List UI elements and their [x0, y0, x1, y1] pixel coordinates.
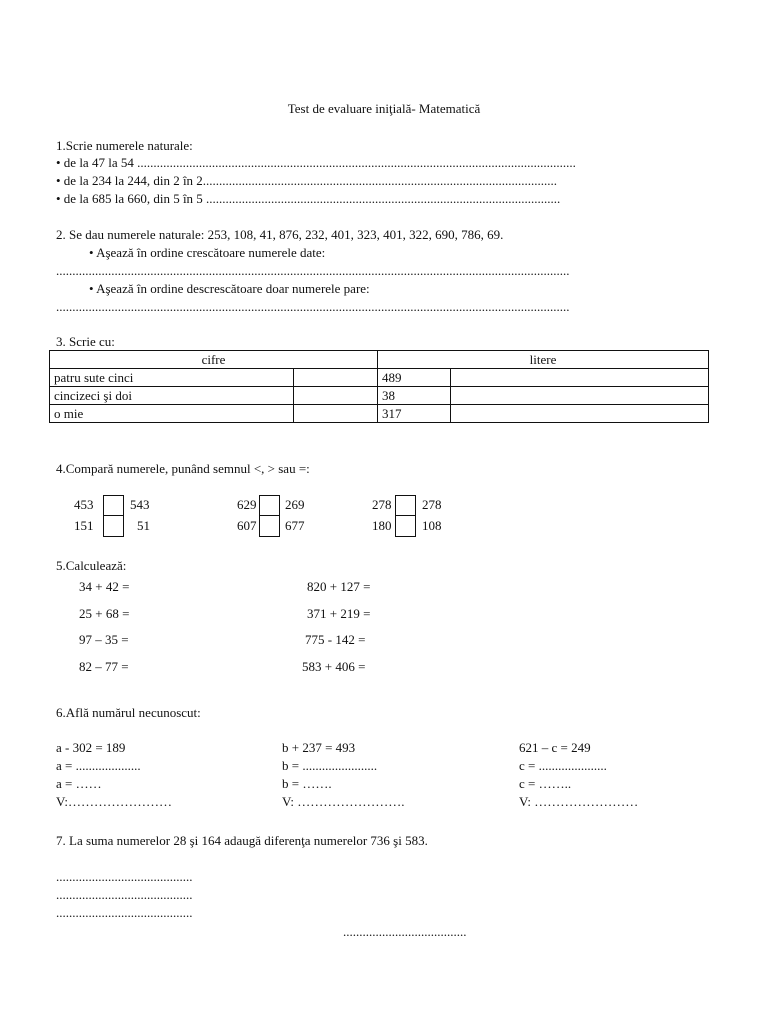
calc-item: 371 + 219 =: [307, 606, 371, 621]
ex1-item: • de la 234 la 244, din 2 în 2.............................................................................................................: [56, 173, 558, 188]
row-words: o mie: [50, 405, 294, 423]
compare-left-number: 278: [372, 497, 392, 512]
compare-right-number: 51: [137, 518, 150, 533]
ex3-heading: 3. Scrie cu:: [56, 334, 115, 349]
final-answer-line: ......................................: [343, 924, 467, 939]
equation-line: c = .....................: [519, 758, 607, 773]
table-header-row: [50, 351, 709, 369]
page-title: Test de evaluare iniţială- Matematică: [287, 101, 481, 116]
ex2-bullet-descending: • Aşează în ordine descrescătoare doar numerele pare:: [89, 281, 370, 296]
column-header-digits: cifre: [50, 351, 378, 369]
ex1-item: • de la 685 la 660, din 5 în 5 .............................................................................................................: [56, 191, 561, 206]
ex4-heading: 4.Compară numerele, punând semnul <, > sau =:: [56, 461, 310, 476]
answer-cell: [294, 387, 378, 405]
verification-line: V: …………………….: [282, 794, 405, 809]
row-number: 489: [378, 369, 451, 387]
calc-item: 97 – 35 =: [79, 632, 129, 647]
answer-line: ..........................................: [56, 869, 193, 884]
equation: 621 – c = 249: [519, 740, 591, 755]
ex2-heading: 2. Se dau numerele naturale: 253, 108, 41, 876, 232, 401, 323, 401, 322, 690, 786, 69.: [56, 227, 504, 242]
ex5-heading: 5.Calculează:: [56, 558, 127, 573]
compare-right-number: 278: [422, 497, 442, 512]
table-row: [50, 369, 709, 387]
compare-right-number: 677: [285, 518, 305, 533]
compare-box: [103, 515, 124, 537]
row-number: 38: [378, 387, 451, 405]
ex1-item: • de la 47 la 54 .......................................................................................................................................: [56, 155, 576, 170]
compare-left-number: 453: [74, 497, 94, 512]
compare-left-number: 607: [237, 518, 257, 533]
compare-box: [103, 495, 124, 516]
compare-box: [259, 495, 280, 516]
compare-left-number: 151: [74, 518, 94, 533]
equation-line: a = ……: [56, 776, 102, 791]
calc-item: 583 + 406 =: [302, 659, 366, 674]
answer-cell: [451, 405, 709, 423]
equation-line: b = …….: [282, 776, 332, 791]
compare-right-number: 543: [130, 497, 150, 512]
compare-left-number: 180: [372, 518, 392, 533]
equation-line: b = .......................: [282, 758, 378, 773]
ex6-heading: 6.Află numărul necunoscut:: [56, 705, 201, 720]
answer-cell: [294, 405, 378, 423]
answer-cell: [451, 369, 709, 387]
calc-item: 34 + 42 =: [79, 579, 130, 594]
equation-line: a = ....................: [56, 758, 141, 773]
compare-box: [395, 515, 416, 537]
calc-item: 820 + 127 =: [307, 579, 371, 594]
ex2-bullet-ascending: • Aşează în ordine crescătoare numerele date:: [89, 245, 326, 260]
compare-right-number: 108: [422, 518, 442, 533]
calc-item: 25 + 68 =: [79, 606, 130, 621]
column-header-letters: litere: [378, 351, 709, 369]
equation-line: c = ……..: [519, 776, 572, 791]
answer-cell: [294, 369, 378, 387]
equation: a - 302 = 189: [56, 740, 126, 755]
answer-cell: [451, 387, 709, 405]
ex2-answer-line: ..............................................................................................................................................................: [56, 299, 570, 314]
answer-line: ..........................................: [56, 887, 193, 902]
compare-box: [395, 495, 416, 516]
table-row: [50, 405, 709, 423]
calc-item: 775 - 142 =: [305, 632, 366, 647]
row-number: 317: [378, 405, 451, 423]
answer-line: ..........................................: [56, 905, 193, 920]
equation: b + 237 = 493: [282, 740, 356, 755]
compare-right-number: 269: [285, 497, 305, 512]
ex7-heading: 7. La suma numerelor 28 şi 164 adaugă diferenţa numerelor 736 şi 583.: [56, 833, 428, 848]
ex3-table: [49, 350, 709, 423]
compare-box: [259, 515, 280, 537]
ex1-heading: 1.Scrie numerele naturale:: [56, 138, 193, 153]
row-words: cincizeci şi doi: [50, 387, 294, 405]
row-words: patru sute cinci: [50, 369, 294, 387]
verification-line: V:……………………: [56, 794, 173, 809]
ex2-answer-line: ..............................................................................................................................................................: [56, 263, 570, 278]
table-row: [50, 387, 709, 405]
calc-item: 82 – 77 =: [79, 659, 129, 674]
compare-left-number: 629: [237, 497, 257, 512]
verification-line: V: ……………………: [519, 794, 639, 809]
